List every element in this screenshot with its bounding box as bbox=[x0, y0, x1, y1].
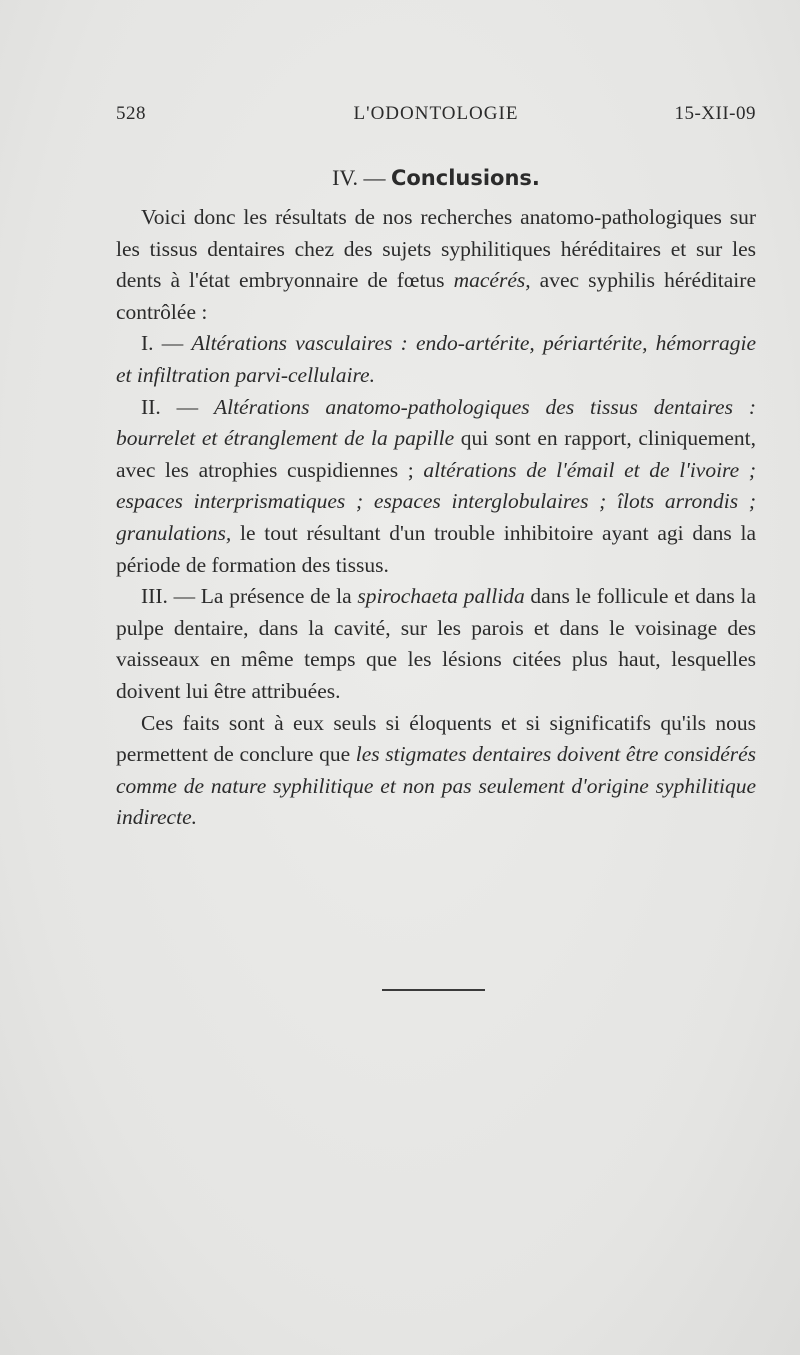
item-1-emphasis: Altérations vasculaires : endo-artérite, périartérite, hémorragie et infiltration parvi-cellulaire. bbox=[116, 331, 756, 387]
item-3-text-1: La présence de la bbox=[200, 584, 358, 609]
item-2-text-1: qui sont en rapport, cliniquement, avec les atrophies cuspidiennes ; bbox=[116, 426, 756, 482]
intro-end-text: avec syphilis héréditaire contrôlée : bbox=[116, 268, 756, 324]
intro-text: Voici donc les résultats de nos recherches anatomo-pathologiques sur les tissus dentaires chez des sujets syphilitiques héréditaires et sur les dents à l'état embryonnaire de fœtus bbox=[116, 205, 756, 293]
item-2-number: II. — bbox=[141, 394, 214, 419]
journal-title: L'ODONTOLOGIE bbox=[353, 103, 519, 124]
intro-paragraph bbox=[116, 202, 756, 328]
item-2-emphasis-1: Altérations anatomo-pathologiques des tissus dentaires : bourrelet et étranglement de la papille bbox=[116, 394, 756, 451]
body-text bbox=[116, 202, 756, 834]
section-heading bbox=[116, 165, 756, 191]
page-number: 528 bbox=[116, 103, 146, 124]
item-3 bbox=[116, 581, 756, 707]
conclusion-emphasis: les stigmates dentaires doivent être considérés comme de nature syphilitique et non pas seulement d'origine syphilitique indirecte. bbox=[116, 742, 757, 830]
item-3-number: III. — bbox=[141, 584, 201, 609]
item-3-text-2: dans le follicule et dans la pulpe dentaire, dans la cavité, sur les parois et dans le voisinage des vaisseaux en même temps que les lésions citées plus haut, lesquelles doivent lui être attribuées. bbox=[116, 584, 757, 703]
section-number: IV. — bbox=[332, 165, 386, 190]
section-title: Conclusions. bbox=[390, 166, 540, 190]
item-2-text-2: le tout résultant d'un trouble inhibitoire ayant agi dans la période de formation des tissus. bbox=[116, 520, 756, 577]
issue-date: 15-XII-09 bbox=[674, 103, 756, 124]
item-3-emphasis: spirochaeta pallida bbox=[357, 584, 525, 609]
end-rule bbox=[382, 989, 485, 991]
item-1-number: I. — bbox=[141, 331, 192, 356]
item-1 bbox=[116, 328, 756, 391]
running-header bbox=[116, 103, 756, 133]
conclusion-text: Ces faits sont à eux seuls si éloquents et si significatifs qu'ils nous permettent de conclure que bbox=[116, 710, 756, 767]
item-2 bbox=[116, 392, 756, 582]
conclusion-paragraph bbox=[116, 708, 756, 834]
intro-emphasis: macérés, bbox=[453, 268, 531, 293]
item-2-emphasis-2: altérations de l'émail et de l'ivoire ; espaces interprismatiques ; espaces interglobulaires ; îlots arrondis ; granulations, bbox=[116, 457, 756, 545]
